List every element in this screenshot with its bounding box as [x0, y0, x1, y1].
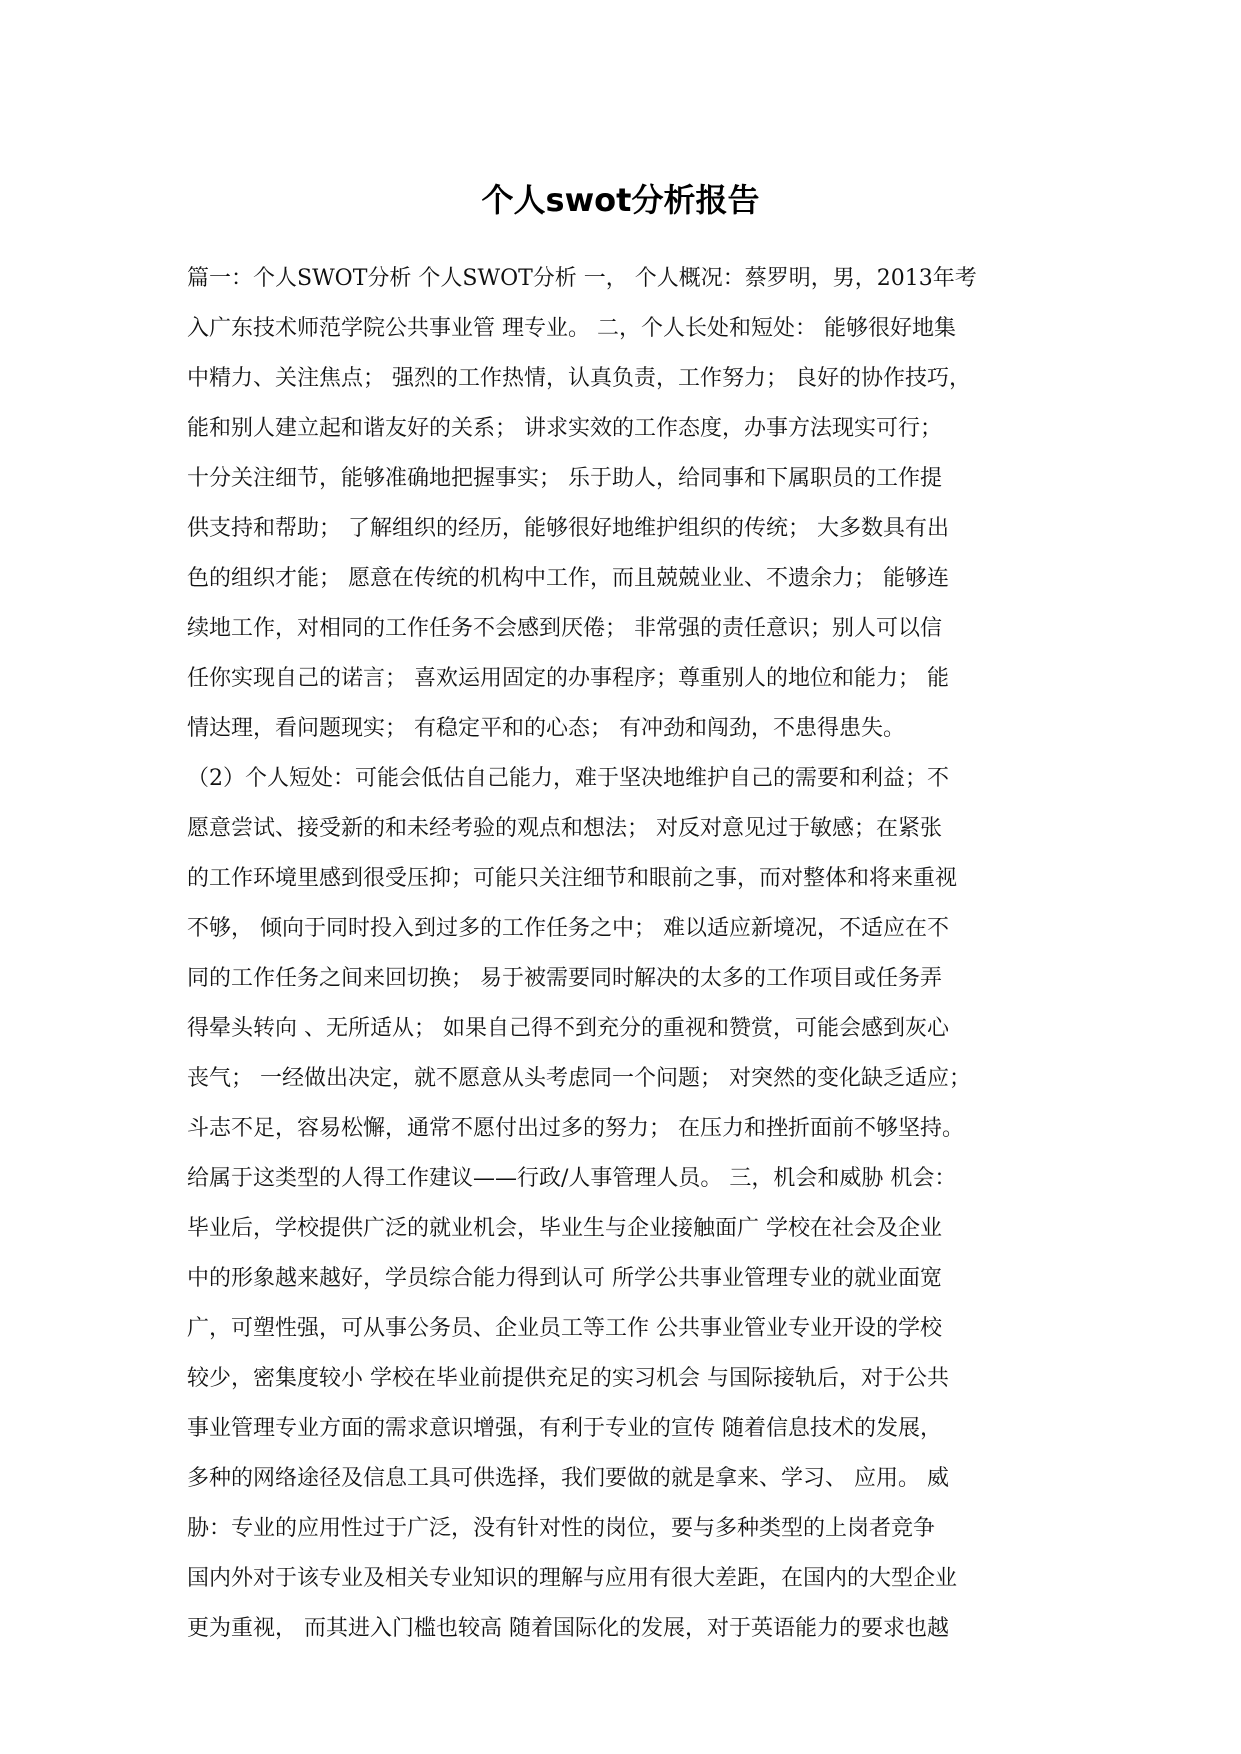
body-text-line: 同的工作任务之间来回切换； 易于被需要同时解决的太多的工作项目或任务弄 [187, 966, 942, 991]
body-text-line: 篇一：个人SWOT分析 个人SWOT分析 一， 个人概况：蔡罗明，男，2013年考 [187, 266, 977, 291]
body-text-line: （2）个人短处：可能会低估自己能力，难于坚决地维护自己的需要和利益；不 [187, 766, 949, 791]
body-text-line: 的工作环境里感到很受压抑；可能只关注细节和眼前之事，而对整体和将来重视 [187, 866, 958, 891]
body-text-line: 毕业后，学校提供广泛的就业机会，毕业生与企业接触面广 学校在社会及企业 [187, 1216, 942, 1241]
body-text-line: 入广东技术师范学院公共事业管 理专业。 二，个人长处和短处： 能够很好地集 [187, 316, 956, 341]
document-title: 个人swot分析报告 [481, 181, 760, 219]
body-text-line: 十分关注细节，能够准确地把握事实； 乐于助人，给同事和下属职员的工作提 [187, 466, 942, 491]
body-text-line: 广，可塑性强，可从事公务员、企业员工等工作 公共事业管业专业开设的学校 [187, 1316, 942, 1341]
body-text-line: 丧气； 一经做出决定，就不愿意从头考虑同一个问题； 对突然的变化缺乏适应； [187, 1066, 971, 1091]
body-text-line: 色的组织才能； 愿意在传统的机构中工作，而且兢兢业业、不遗余力； 能够连 [187, 566, 949, 591]
body-text-line: 中的形象越来越好，学员综合能力得到认可 所学公共事业管理专业的就业面宽 [187, 1266, 942, 1291]
body-text-line: 任你实现自己的诺言； 喜欢运用固定的办事程序；尊重别人的地位和能力； 能 [187, 666, 949, 691]
document-body [187, 254, 1067, 1654]
body-text-line: 胁：专业的应用性过于广泛，没有针对性的岗位，要与多种类型的上岗者竞争 [187, 1516, 936, 1541]
body-text-line: 得晕头转向 、无所适从； 如果自己得不到充分的重视和赞赏，可能会感到灰心 [187, 1016, 949, 1041]
body-text-line: 事业管理专业方面的需求意识增强，有利于专业的宣传 随着信息技术的发展， [187, 1416, 942, 1441]
body-text-line: 供支持和帮助； 了解组织的经历，能够很好地维护组织的传统； 大多数具有出 [187, 516, 949, 541]
body-text-line: 愿意尝试、接受新的和未经考验的观点和想法； 对反对意见过于敏感；在紧张 [187, 816, 942, 841]
body-text-line: 更为重视， 而其进入门槛也较高 随着国际化的发展，对于英语能力的要求也越 [187, 1616, 949, 1641]
body-text-line: 不够， 倾向于同时投入到过多的工作任务之中； 难以适应新境况，不适应在不 [187, 916, 949, 941]
body-text-line: 斗志不足，容易松懈，通常不愿付出过多的努力； 在压力和挫折面前不够坚持。 [187, 1116, 964, 1141]
body-text-line: 情达理，看问题现实； 有稳定平和的心态； 有冲劲和闯劲，不患得患失。 [187, 716, 905, 741]
body-text-line: 中精力、关注焦点； 强烈的工作热情，认真负责，工作努力； 良好的协作技巧， [187, 366, 971, 391]
body-text-line: 国内外对于该专业及相关专业知识的理解与应用有很大差距，在国内的大型企业 [187, 1566, 958, 1591]
body-text-line: 能和别人建立起和谐友好的关系； 讲求实效的工作态度，办事方法现实可行； [187, 416, 942, 441]
body-text-line: 较少，密集度较小 学校在毕业前提供充足的实习机会 与国际接轨后，对于公共 [187, 1366, 949, 1391]
body-text-line: 多种的网络途径及信息工具可供选择，我们要做的就是拿来、学习、 应用。 威 [187, 1466, 949, 1491]
body-text-line: 续地工作，对相同的工作任务不会感到厌倦； 非常强的责任意识；别人可以信 [187, 616, 942, 641]
body-text-line: 给属于这类型的人得工作建议——行政/人事管理人员。 三，机会和威胁 机会： [187, 1166, 957, 1191]
